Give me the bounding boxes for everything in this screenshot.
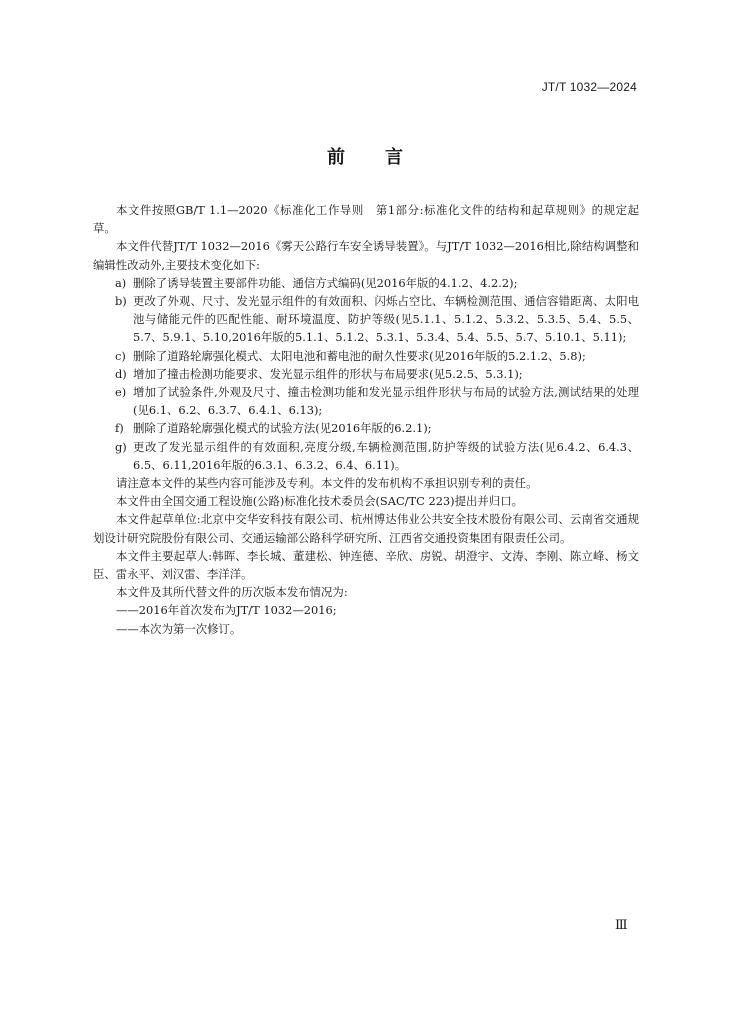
change-mark: e): [115, 385, 127, 400]
change-mark: b): [115, 294, 127, 309]
change-text: 删除了诱导装置主要部件功能、通信方式编码(见2016年版的4.1.2、4.2.2);: [133, 275, 518, 290]
change-mark: c): [115, 348, 126, 363]
change-mark: f): [115, 421, 124, 436]
paragraph-replacement: 本文件代替JT/T 1032—2016《雾天公路行车安全诱导装置》。与JT/T 1032—2016相比,除结构调整和编辑性改动外,主要技术变化如下:: [93, 239, 639, 272]
paragraph-drafting-rules: 本文件按照GB/T 1.1—2020《标准化工作导则 第1部分:标准化文件的结构和起草规则》的规定起草。: [93, 203, 639, 236]
change-mark: a): [115, 275, 127, 290]
change-item-d: [93, 365, 639, 383]
change-item-g: [93, 438, 639, 474]
standard-code: JT/T 1032—2024: [541, 80, 637, 94]
change-item-f: [93, 419, 639, 437]
change-text: 删除了道路轮廓强化模式的试验方法(见2016年版的6.2.1);: [133, 421, 432, 436]
paragraph-history-intro: 本文件及其所代替文件的历次版本发布情况为:: [116, 585, 348, 600]
history-item-2016: ——2016年首次发布为JT/T 1032—2016;: [116, 603, 337, 618]
page-title: 前言: [327, 147, 443, 168]
page-number: Ⅲ: [615, 918, 628, 933]
paragraph-committee: 本文件由全国交通工程设施(公路)标准化技术委员会(SAC/TC 223)提出并归口。: [116, 494, 523, 509]
change-text: 更改了外观、尺寸、发光显示组件的有效面积、闪烁占空比、车辆检测范围、通信容错距离、太阳电池与储能元件的匹配性能、耐环境温度、防护等级(见5.1.1、5.1.2、5.3.2、5.3.5、5.4、5.5、5.7、5.9.1、5.10,2016年版的5.1.1、5.1.2、5.3.1、5.3.4、5.4、5.5、5.7、5.10.1、5.11);: [133, 294, 639, 345]
change-item-a: [93, 274, 639, 292]
change-item-e: [93, 383, 639, 419]
change-item-c: [93, 347, 639, 365]
change-text: 删除了道路轮廓强化模式、太阳电池和蓄电池的耐久性要求(见2016年版的5.2.1.2、5.8);: [133, 348, 586, 363]
paragraph-drafters: 本文件主要起草人:韩晖、李长城、董建松、钟连德、辛欣、房锐、胡澄宇、文涛、李刚、陈立峰、杨文臣、雷永平、刘汉雷、李洋洋。: [93, 548, 639, 582]
change-text: 增加了试验条件,外观及尺寸、撞击检测功能和发光显示组件形状与布局的试验方法,测试结果的处理(见6.1、6.2、6.3.7、6.4.1、6.13);: [133, 385, 639, 418]
change-mark: d): [115, 366, 127, 381]
change-mark: g): [115, 439, 127, 454]
foreword-body: [93, 201, 639, 638]
history-item-current: ——本次为第一次修订。: [116, 621, 242, 636]
change-text: 增加了撞击检测功能要求、发光显示组件的形状与布局要求(见5.2.5、5.3.1);: [133, 366, 523, 381]
change-item-b: [93, 292, 639, 347]
paragraph-patent-notice: 请注意本文件的某些内容可能涉及专利。本文件的发布机构不承担识别专利的责任。: [116, 476, 538, 491]
change-text: 更改了发光显示组件的有效面积,亮度分级,车辆检测范围,防护等级的试验方法(见6.4.2、6.4.3、6.5、6.11,2016年版的6.3.1、6.3.2、6.4、6.11)。: [133, 439, 639, 472]
paragraph-drafting-units: 本文件起草单位:北京中交华安科技有限公司、杭州博达伟业公共安全技术股份有限公司、云南省交通规划设计研究院股份有限公司、交通运输部公路科学研究所、江西省交通投资集团有限责任公司。: [93, 512, 639, 545]
